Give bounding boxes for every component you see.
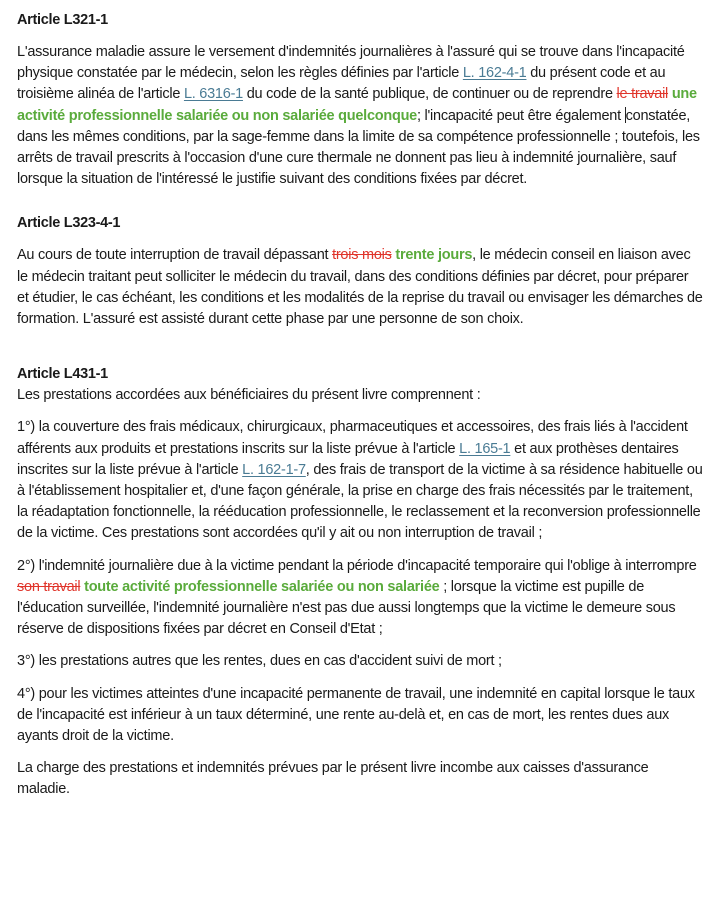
inserted-text: une activité professionnelle salariée ou non salariée quelconque	[17, 86, 697, 124]
article-l323-4-1	[17, 213, 703, 330]
text-run: 1°) la couverture des frais médicaux, chirurgicaux, pharmaceutiques et accessoires, des frais liés à l'accident afférents aux produits et prestations inscrits sur la liste prévue à l'article	[17, 419, 688, 457]
article-title: Article L431-1	[17, 366, 108, 383]
closing-paragraph[interactable]: La charge des prestations et indemnités prévues par le présent livre incombe aux caisses d'assurance maladie.	[17, 760, 649, 798]
link-l162-1-7[interactable]: L. 162-1-7	[242, 461, 306, 478]
text-run: , le médecin conseil en liaison avec le médecin traitant peut solliciter le médecin du travail, dans des conditions définies par décret, pour préparer et étudier, le cas échéant, les conditions et les modalités de la reprise du travail ou envisager les démarches de formation. L'assuré est assisté durant cette phase par une personne de son choix.	[17, 247, 703, 328]
text-run: 2°) l'indemnité journalière due à la victime pendant la période d'incapacité temporaire qui l'oblige à interrompre	[17, 557, 697, 574]
deleted-text: le travail	[616, 86, 669, 103]
article-paragraph[interactable]	[17, 42, 703, 190]
text-run: Au cours de toute interruption de travail dépassant	[17, 247, 333, 264]
list-item-1[interactable]	[17, 417, 703, 544]
article-title: Article L321-1	[17, 12, 108, 28]
text-run: L'assurance maladie assure le versement d'indemnités journalières à l'assuré qui se trouve dans l'incapacité physique constatée par le médecin, selon les règles définies par l'article	[17, 44, 685, 82]
text-run: du code de la santé publique, de continuer ou de reprendre	[242, 86, 617, 103]
text-run: constatée, dans les mêmes conditions, par la sage-femme dans la limite de sa compétence professionnelle ; toutefois, les arrêts de travail prescrits à l'occasion d'une cure thermale ne donnent pas lieu à indemnité journalière, sauf lorsque la situation de l'intéressé le justifie suivant des conditions fixées par décret.	[17, 107, 700, 188]
inserted-text: toute activité professionnelle salariée ou non salariée	[84, 578, 440, 595]
article-l431-1	[17, 364, 703, 800]
link-l6316-1[interactable]: L. 6316-1	[183, 86, 243, 103]
list-item-3[interactable]: 3°) les prestations autres que les rentes, dues en cas d'accident suivi de mort ;	[17, 653, 502, 670]
article-l321-1	[17, 10, 703, 190]
deleted-text: trois mois	[332, 247, 392, 264]
article-paragraph[interactable]	[17, 245, 703, 330]
text-run: du présent code et au troisième alinéa de l'article	[17, 65, 666, 103]
text-run: ; l'incapacité peut être également	[417, 107, 625, 124]
link-l165-1[interactable]: L. 165-1	[459, 440, 511, 457]
article-intro[interactable]: Les prestations accordées aux bénéficiaires du présent livre comprennent :	[17, 387, 481, 404]
list-item-2[interactable]	[17, 556, 703, 641]
text-run: , des frais de transport de la victime à sa résidence habituelle ou à l'établissement hospitalier et, d'une façon générale, la prise en charge des frais nécessités par le traitement, la réadaptation fonctionnelle, la rééducation professionnelle, le reclassement et la reconversion professionnelle de la victime. Ces prestations sont accordées qu'il y ait ou non interruption de travail ;	[17, 461, 703, 542]
inserted-text: trente jours	[395, 247, 473, 264]
link-l162-4-1[interactable]: L. 162-4-1	[462, 65, 527, 82]
article-title: Article L323-4-1	[17, 215, 121, 232]
list-item-4[interactable]: 4°) pour les victimes atteintes d'une incapacité permanente de travail, une indemnité en capital lorsque le taux de l'incapacité est inférieur à un taux déterminé, une rente au-delà et, en cas de mort, les rentes dues aux ayants droit de la victime.	[17, 685, 695, 745]
deleted-text: son travail	[17, 578, 81, 595]
text-run: ; lorsque la victime est pupille de l'éducation surveillée, l'indemnité journalière n'est pas due aussi longtemps que la victime le demeure sous réserve de dispositions fixées par décret en Conseil d'Etat ;	[17, 578, 676, 638]
text-run: et aux prothèses dentaires inscrites sur la liste prévue à l'article	[17, 440, 679, 478]
